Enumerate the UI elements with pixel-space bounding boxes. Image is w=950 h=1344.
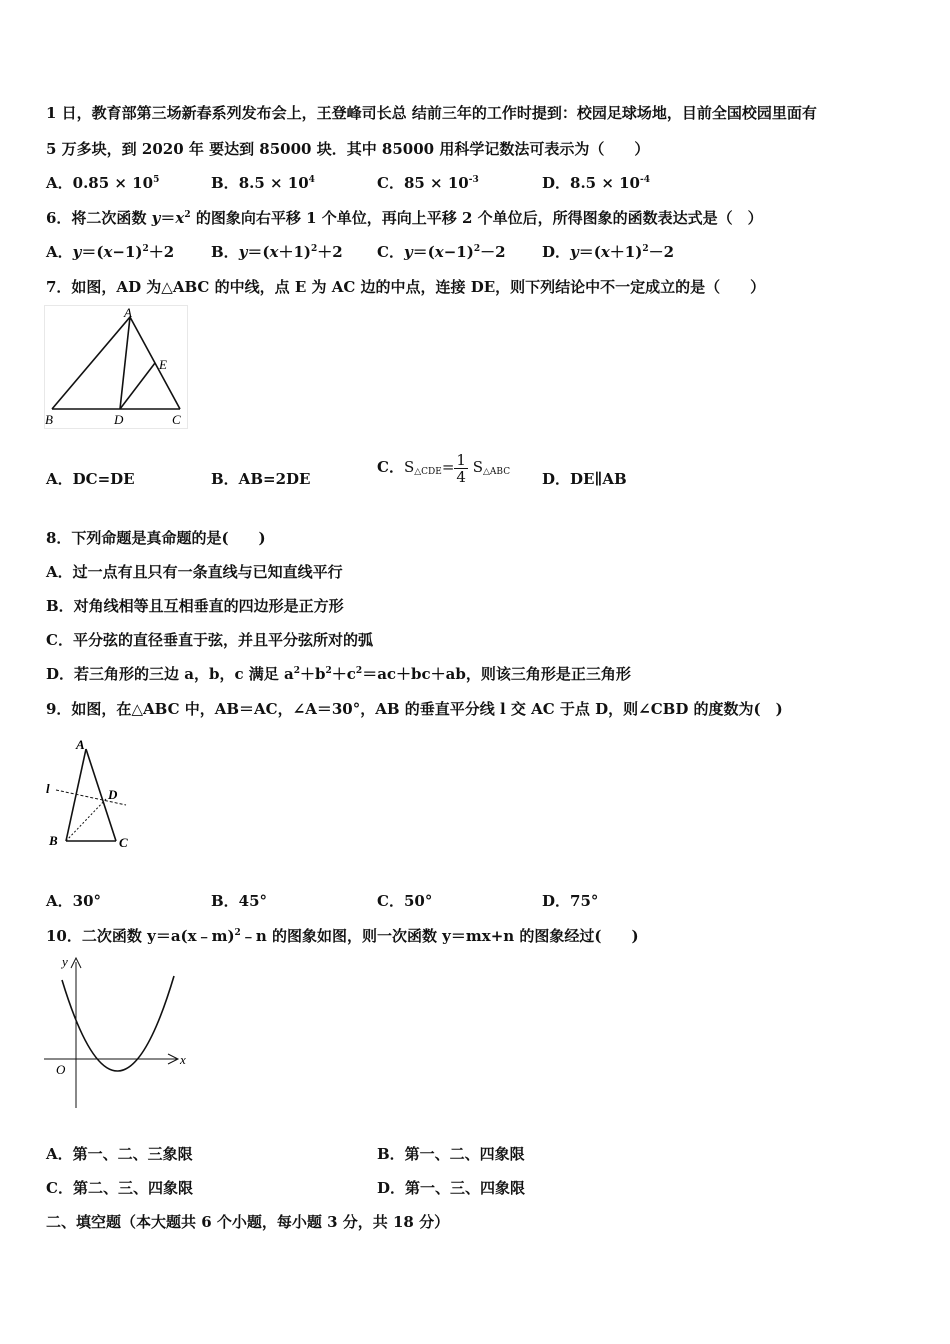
q10-option-c: C．第二、三、四象限 — [46, 1179, 193, 1197]
q6-option-c: C．$y=(x-1)^2-2$ — [377, 243, 506, 261]
q7-option-b: B．AB=2DE — [211, 470, 311, 488]
q10-label-origin: O — [56, 1062, 66, 1077]
q7-fraction: $\frac{1}{4}$ — [456, 450, 466, 486]
q7-label-d: D — [114, 412, 124, 427]
q9-triangle-figure — [44, 735, 144, 855]
q8-option-c: C．平分弦的直径垂直于弦，并且平分弦所对的弧 — [46, 631, 373, 649]
q5-stem-line1: 1 日，教育部第三场新春系列发布会上，王登峰司长总 结前三年的工作时提到：校园足球场地，目前全国校园里面有 — [46, 104, 817, 122]
q10-label-x: x — [180, 1052, 186, 1067]
q9-label-d: D — [108, 787, 118, 802]
q5-option-a: A．$0.85 \times 10^5$ — [46, 174, 160, 192]
q9-label-a: A — [76, 737, 85, 752]
q7-triangle-figure — [44, 305, 189, 430]
q6-option-d: D．$y=(x+1)^2-2$ — [542, 243, 675, 261]
q7-label-b: B — [45, 412, 53, 427]
q8-stem: 8．下列命题是真命题的是( ) — [46, 529, 266, 547]
q5-option-d: D．$8.5 \times 10^{-4}$ — [542, 174, 650, 192]
q5-option-b: B．$8.5 \times 10^4$ — [211, 174, 315, 192]
q6-stem: 6．将二次函数 $y=x^2$ 的图象向右平移 1 个单位，再向上平移 2 个单位后，所得图象的函数表达式是（ ） — [46, 209, 763, 227]
q6-option-b: B．$y=(x+1)^2+2$ — [211, 243, 343, 261]
q9-label-c: C — [119, 835, 128, 850]
q10-stem: 10．二次函数 y＝a(x﹣m)$^2$﹣n 的图象如图，则一次函数 y＝mx+n 的图象经过( ) — [46, 927, 639, 945]
q10-option-a: A．第一、二、三象限 — [46, 1145, 193, 1163]
q7-label-a: A — [124, 305, 132, 320]
q10-option-d: D．第一、三、四象限 — [377, 1179, 526, 1197]
q7-option-c: C．$S_{\triangle CDE}=$ $\frac{1}{4}$ $S_{\triangle ABC}$ — [377, 450, 511, 486]
q9-option-b: B．45° — [211, 892, 268, 910]
q7-option-d: D．DE∥AB — [542, 470, 627, 488]
q10-label-y: y — [62, 954, 68, 969]
q8-option-b: B．对角线相等且互相垂直的四边形是正方形 — [46, 597, 344, 615]
q9-label-b: B — [49, 833, 58, 848]
q7-stem: 7．如图，AD 为△ABC 的中线，点 E 为 AC 边的中点，连接 DE，则下列结论中不一定成立的是（ ） — [46, 278, 766, 296]
q9-label-l: l — [46, 781, 50, 796]
q7-label-c: C — [172, 412, 181, 427]
q7-option-a: A．DC=DE — [46, 470, 135, 488]
q8-option-a: A．过一点有且只有一条直线与已知直线平行 — [46, 563, 343, 581]
q6-option-a: A．$y=(x-1)^2+2$ — [46, 243, 175, 261]
q10-option-b: B．第一、二、四象限 — [377, 1145, 525, 1163]
q5-stem-line2: 5 万多块，到 2020 年 要达到 85000 块．其中 85000 用科学记数法可表示为（ ） — [46, 140, 650, 158]
q8-option-d: D．若三角形的三边 a，b，c 满足 $a^2+b^2+c^2=ac+bc+ab$，则该三角形是正三角形 — [46, 665, 631, 683]
q5-option-c: C．$85 \times 10^{-3}$ — [377, 174, 479, 192]
q9-stem: 9．如图，在△ABC 中，AB＝AC，∠A＝30°，AB 的垂直平分线 l 交 AC 于点 D，则∠CBD 的度数为( ) — [46, 700, 783, 718]
q7-label-e: E — [159, 357, 167, 372]
q9-option-d: D．75° — [542, 892, 599, 910]
q10-parabola-figure — [40, 952, 200, 1114]
q9-option-a: A．30° — [46, 892, 102, 910]
section-2-heading: 二、填空题（本大题共 6 个小题，每小题 3 分，共 18 分） — [46, 1213, 450, 1231]
q9-option-c: C．50° — [377, 892, 433, 910]
